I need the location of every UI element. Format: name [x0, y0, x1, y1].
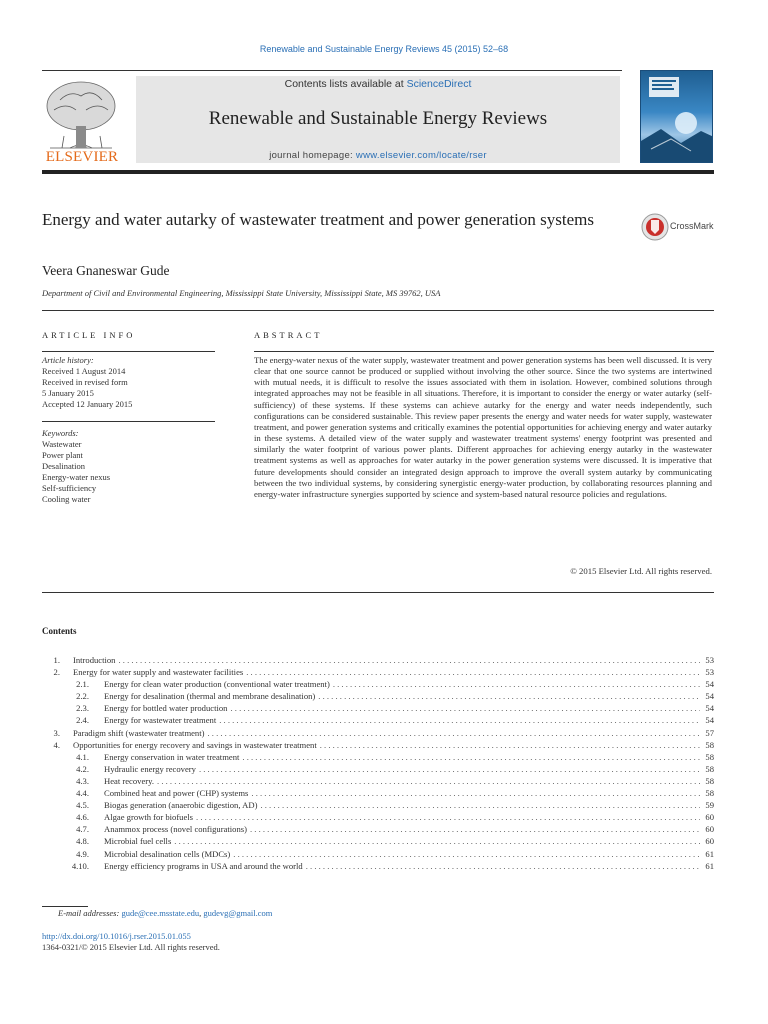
toc-entry-page: 61	[705, 860, 714, 871]
abstract-copyright: © 2015 Elsevier Ltd. All rights reserved.	[570, 566, 712, 576]
toc-leader-dots	[317, 739, 700, 751]
keyword: Desalination	[42, 461, 85, 471]
keyword: Power plant	[42, 450, 83, 460]
toc-entry[interactable]	[42, 823, 714, 835]
toc-entry[interactable]	[42, 654, 714, 666]
cover-art	[641, 71, 713, 163]
toc-entry-number: 4.3.	[76, 775, 89, 786]
author-affiliation: Department of Civil and Environmental Engineering, Mississippi State University, Mississippi State, MS 39762, USA	[42, 288, 441, 298]
toc-leader-dots	[193, 811, 700, 823]
table-of-contents	[42, 654, 714, 872]
toc-entry-label: Hydraulic energy recovery	[104, 763, 196, 774]
toc-entry-page: 54	[705, 715, 714, 726]
keywords-rule	[42, 421, 215, 422]
toc-entry-number: 4.2.	[76, 763, 89, 774]
toc-entry-number: 2.3.	[76, 703, 89, 714]
toc-entry-page: 54	[705, 679, 714, 690]
toc-entry-page: 53	[705, 667, 714, 678]
toc-leader-dots	[257, 799, 700, 811]
footnote-rule	[42, 906, 88, 907]
toc-entry-number: 3.	[53, 727, 60, 738]
abstract-rule	[254, 351, 714, 352]
toc-entry-number: 4.4.	[76, 788, 89, 799]
toc-entry-label: Energy conservation in water treatment	[104, 751, 240, 762]
toc-leader-dots	[196, 763, 700, 775]
section-rule	[42, 592, 714, 593]
keywords-label: Keywords:	[42, 428, 79, 438]
history-item: Accepted 12 January 2015	[42, 399, 133, 409]
toc-entry[interactable]	[42, 666, 714, 678]
article-info-heading: ARTICLE INFO	[42, 330, 136, 340]
toc-entry-number: 2.1.	[76, 679, 89, 690]
journal-homepage-line	[136, 150, 620, 161]
toc-entry-number: 1.	[53, 655, 60, 665]
history-item: Received 1 August 2014	[42, 366, 126, 376]
toc-entry-label: Energy for bottled water production	[104, 703, 228, 714]
sciencedirect-link[interactable]: ScienceDirect	[406, 78, 472, 90]
toc-leader-dots	[239, 751, 700, 763]
toc-entry-label: Introduction	[73, 655, 116, 665]
toc-entry[interactable]	[42, 714, 714, 726]
email-addresses	[58, 908, 272, 918]
homepage-link[interactable]: www.elsevier.com/locate/rser	[355, 150, 487, 161]
toc-entry-label: Biogas generation (anaerobic digestion, AD)	[104, 800, 258, 811]
toc-entry-label: Energy efficiency programs in USA and around the world	[104, 860, 303, 871]
toc-entry-page: 53	[705, 655, 714, 665]
toc-entry-page: 60	[705, 836, 714, 847]
toc-entry-page: 57	[705, 727, 714, 738]
toc-leader-dots	[243, 666, 700, 678]
toc-entry[interactable]	[42, 811, 714, 823]
toc-leader-dots	[303, 860, 700, 872]
toc-entry[interactable]	[42, 763, 714, 775]
doi-link[interactable]: http://dx.doi.org/10.1016/j.rser.2015.01.055	[42, 931, 191, 941]
toc-entry-label: Energy for desalination (thermal and membrane desalination)	[104, 691, 316, 702]
toc-leader-dots	[330, 678, 700, 690]
keyword: Energy-water nexus	[42, 472, 111, 482]
keyword: Self-sufficiency	[42, 483, 97, 493]
article-info-rule	[42, 351, 215, 352]
toc-entry-page: 58	[705, 775, 714, 786]
abstract-heading: ABSTRACT	[254, 330, 323, 340]
email-link[interactable]: gude@cee.msstate.edu	[121, 908, 200, 918]
toc-leader-dots	[115, 654, 700, 666]
toc-entry-label: Combined heat and power (CHP) systems	[104, 788, 249, 799]
toc-leader-dots	[227, 702, 700, 714]
toc-entry[interactable]	[42, 848, 714, 860]
toc-leader-dots	[247, 823, 700, 835]
journal-citation[interactable]: Renewable and Sustainable Energy Reviews 45 (2015) 52–68	[259, 44, 509, 54]
toc-entry-label: Algae growth for biofuels	[104, 812, 194, 823]
crossmark-label[interactable]: CrossMark	[670, 221, 714, 231]
toc-entry[interactable]	[42, 678, 714, 690]
toc-leader-dots	[315, 690, 700, 702]
journal-cover-thumbnail	[640, 70, 713, 163]
toc-entry-page: 58	[705, 751, 714, 762]
toc-entry-label: Energy for wastewater treatment	[104, 715, 217, 726]
history-label: Article history:	[42, 355, 94, 365]
toc-entry-label: Microbial fuel cells	[104, 836, 172, 847]
toc-entry-number: 4.7.	[76, 824, 89, 835]
publisher-wordmark: ELSEVIER	[45, 149, 119, 165]
toc-entry-number: 2.4.	[76, 715, 89, 726]
toc-entry-label: Energy for water supply and wastewater facilities	[73, 667, 244, 678]
keyword: Wastewater	[42, 439, 82, 449]
issn-copyright: 1364-0321/© 2015 Elsevier Ltd. All rights reserved.	[42, 942, 220, 952]
toc-leader-dots	[230, 848, 700, 860]
header-thick-rule	[42, 170, 714, 174]
toc-leader-dots	[171, 835, 700, 847]
toc-entry-label: Anammox process (novel configurations)	[104, 824, 247, 835]
keywords-block	[42, 428, 217, 505]
toc-entry-page: 61	[705, 848, 714, 859]
history-item: Received in revised form	[42, 377, 128, 387]
contents-available-text: Contents lists available at	[284, 78, 407, 90]
toc-entry-page: 59	[705, 800, 714, 811]
toc-entry-page: 60	[705, 812, 714, 823]
toc-entry-page: 54	[705, 703, 714, 714]
toc-entry-number: 4.6.	[76, 812, 89, 823]
toc-entry-label: Energy for clean water production (conventional water treatment)	[104, 679, 330, 690]
contents-available-line	[136, 78, 620, 90]
toc-entry-label: Opportunities for energy recovery and savings in wastewater treatment	[73, 739, 317, 750]
toc-entry-label: Heat recovery.	[104, 775, 155, 786]
contents-heading: Contents	[42, 626, 77, 636]
toc-entry-page: 54	[705, 691, 714, 702]
toc-entry[interactable]	[42, 787, 714, 799]
email-link[interactable]: gudevg@gmail.com	[203, 908, 273, 918]
article-history	[42, 355, 217, 410]
email-label: E-mail addresses:	[58, 908, 122, 918]
toc-entry-page: 60	[705, 824, 714, 835]
toc-entry-page: 58	[705, 763, 714, 774]
toc-entry-number: 4.5.	[76, 800, 89, 811]
history-item: 5 January 2015	[42, 388, 94, 398]
toc-entry[interactable]	[42, 690, 714, 702]
toc-entry-number: 4.1.	[76, 751, 89, 762]
toc-entry-page: 58	[705, 788, 714, 799]
homepage-label: journal homepage:	[269, 150, 356, 161]
toc-entry-number: 4.9.	[76, 848, 89, 859]
journal-name: Renewable and Sustainable Energy Reviews	[208, 108, 548, 129]
email-separator: ,	[199, 908, 204, 918]
author-name: Veera Gnaneswar Gude	[42, 263, 170, 278]
toc-entry[interactable]	[42, 739, 714, 751]
toc-leader-dots	[204, 727, 700, 739]
toc-entry-number: 2.	[53, 667, 60, 678]
toc-entry[interactable]	[42, 702, 714, 714]
toc-entry[interactable]	[42, 751, 714, 763]
section-rule	[42, 310, 714, 311]
toc-entry[interactable]	[42, 860, 714, 872]
toc-entry-label: Paradigm shift (wastewater treatment)	[73, 727, 205, 738]
toc-entry-page: 58	[705, 739, 714, 750]
article-title: Energy and water autarky of wastewater treatment and power generation systems	[42, 210, 594, 229]
header-top-rule	[42, 70, 622, 71]
toc-entry-number: 4.	[53, 739, 60, 750]
toc-entry-number: 2.2.	[76, 691, 89, 702]
toc-leader-dots	[248, 787, 700, 799]
toc-entry[interactable]	[42, 727, 714, 739]
toc-leader-dots	[216, 714, 700, 726]
toc-entry[interactable]	[42, 835, 714, 847]
toc-entry[interactable]	[42, 799, 714, 811]
toc-entry-number: 4.10.	[71, 860, 89, 871]
toc-entry-label: Microbial desalination cells (MDCs)	[104, 848, 231, 859]
toc-entry-number: 4.8.	[76, 836, 89, 847]
keyword: Cooling water	[42, 494, 91, 504]
abstract-text: The energy-water nexus of the water supply, wastewater treatment and power generation systems has been well discussed. It is very clear that one source cannot be produced or supplied without involving the other source. Since the two systems are intertwined with mutual needs, it is difficult to resolve the issues associated with them in isolation. However, combined solutions through integrated approaches may not be feasible in all situations. Therefore, it is important to consider the energy or water autarky (self-sufficiency) of these systems. If these systems can achieve autarky for the energy and water needs independently, such configurations can be considered sustainable. This review paper presents the energy and water needs for water supply, wastewater treatment, and power generation systems and critically examines the potential opportunities for achieving energy and water autarky in these systems. A detailed view of the water supply and wastewater treatment systems' energy footprint was presented and similarly the water footprint of various power plants. Different approaches for achieving energy autarky in the wastewater treatment systems as well as approaches for water autarky in the power generation systems were discussed. It is imperative that future developments should consider an integrated design approach to improve the overall system autarky by communicating between the two individual systems, by considering synergistic energy-water production, by collaborating resources planning and energy-water infrastructure synergies supported by science and system-based natural resource policies and regulations.	[254, 355, 712, 499]
toc-entry[interactable]	[42, 775, 714, 787]
toc-leader-dots	[154, 775, 700, 787]
